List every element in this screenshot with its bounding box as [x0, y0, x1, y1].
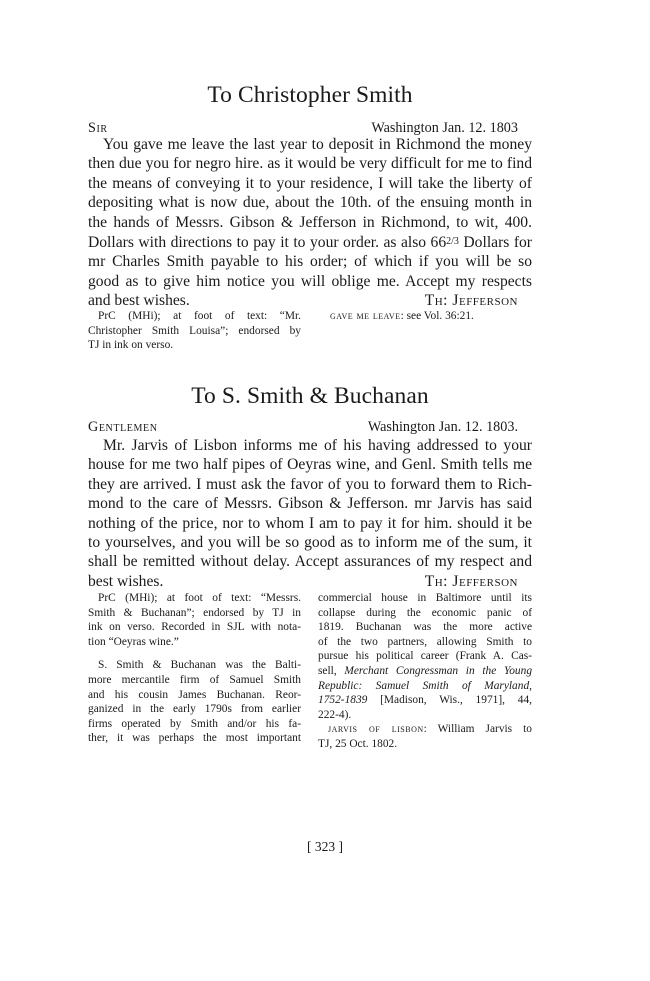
letter2-line: they are arrived. I must ask the favor of you to forward them to Rich- [88, 475, 532, 493]
note-line: ther, it was perhaps the most important [88, 732, 301, 745]
explanatory-note-continued [318, 591, 532, 722]
letter2-signature: Th: Jefferson [424, 572, 518, 590]
letter1-title: To Christopher Smith [207, 82, 413, 108]
citation-publication: [Madison, Wis., 1971], 44, [367, 694, 532, 707]
page-number: [ 323 ] [307, 839, 343, 854]
letter2-line: shall be remitted without delay. Accept assurances of my respect and [88, 553, 532, 571]
letter2-body [88, 436, 532, 591]
note-line: ink on verso. Recorded in SJL with nota- [88, 621, 301, 634]
letter1-line: good as to give him notice you will oblige me. Accept my respects [88, 272, 532, 290]
citation-title: Republic: Samuel Smith of Maryland, [318, 679, 532, 692]
note-line: more mercantile firm of Samuel Smith [88, 673, 301, 686]
letter1-line: the hands of Messrs. Gibson & Jefferson in Richmond, to wit, 400. [88, 213, 532, 231]
letter2-line: Mr. Jarvis of Lisbon informs me of his having addressed to your [103, 437, 532, 454]
letter1-line-fraction-tail: Dollars for [458, 234, 533, 252]
letter1-source-note [88, 309, 301, 353]
letter1-signature: Th: Jefferson [424, 292, 518, 310]
note-line: pursue his political career (Frank A. Cas- [318, 650, 532, 663]
letter2-notes-left [88, 591, 301, 746]
annotation-label: jarvis of lisbon [328, 723, 424, 736]
note-line-citation [318, 664, 532, 679]
note-line: and his cousin James Buchanan. Reor- [88, 688, 301, 701]
note-line: TJ in ink on verso. [88, 339, 174, 352]
letter2-line: mond to the care of Messrs. Gibson & Jefferson. mr Jarvis has said [88, 495, 532, 513]
citation-author: sell, [318, 664, 345, 677]
letter2-line: to yourselves, and you will be so good as to inform me of the sum, it [88, 534, 532, 552]
letter2-closing-text: best wishes. [88, 572, 164, 590]
note-line [318, 722, 532, 737]
note-line: collapse during the economic panic of [318, 606, 532, 619]
note-line: Christopher Smith Louisa”; endorsed by [88, 324, 301, 337]
letter1-closing-text: and best wishes. [88, 292, 190, 310]
note-line: 222-4). [318, 708, 352, 721]
letter1-line: the means of conveying it to your residence, I will take the liberty of [88, 174, 532, 192]
note-line: PrC (MHi); at foot of text: “Messrs. [98, 592, 301, 604]
note-line: Smith & Buchanan”; endorsed by TJ in [88, 606, 301, 619]
note-line: firms operated by Smith and/or his fa- [88, 717, 301, 730]
letter2-line: nothing of the price, nor to whom I am to pay it for him. should it be [88, 514, 532, 532]
letter2-dateline: Washington Jan. 12. 1803. [367, 419, 518, 435]
annotation-jarvis [318, 722, 532, 751]
note-line: tion “Oeyras wine.” [88, 635, 179, 648]
note-line: ganized in the early 1790s from earlier [88, 703, 301, 716]
letter1-body [88, 135, 532, 311]
letter2-notes-right [318, 591, 532, 752]
letter1-annotation [330, 309, 535, 324]
note-line: of the two partners, allowing Smith to [318, 635, 532, 648]
letter2-line: house for me two half pipes of Oeyras wine, and Genl. Smith tells me [88, 456, 532, 474]
letter2-closing-line [88, 572, 532, 591]
note-line: PrC (MHi); at foot of text: “Mr. [98, 310, 301, 322]
citation-title: 1752-1839 [318, 694, 368, 707]
citation-title: Merchant Congressman in the Young [344, 664, 533, 677]
letter2-title: To S. Smith & Buchanan [191, 383, 429, 409]
letter2-salutation: Gentlemen [88, 419, 158, 435]
letter1-line-fraction-text: Dollars with directions to pay it to your order. as also 66 [88, 234, 447, 252]
annotation-text: : William Jarvis to [423, 723, 532, 736]
annotation-text: : see Vol. 36:21. [400, 310, 474, 322]
note-line: commercial house in Baltimore until its [318, 592, 532, 604]
letter1-line: depositing what is now due, about the 10th. of the ensuing month in [88, 194, 532, 212]
note-line-citation [318, 679, 532, 694]
note-line: TJ, 25 Oct. 1802. [318, 737, 398, 750]
annotation-label: gave me leave [330, 310, 401, 322]
letter1-line: mr Charles Smith payable to his order; of which if you will be so [88, 253, 532, 271]
note-line: S. Smith & Buchanan was the Balti- [98, 659, 301, 672]
explanatory-note [88, 658, 301, 746]
letter1-dateline: Washington Jan. 12. 1803 [371, 120, 518, 136]
note-line: 1819. Buchanan was the more active [318, 621, 532, 634]
note-line-citation [318, 693, 532, 708]
letter1-salutation: Sir [88, 120, 108, 136]
letter1-closing-line [88, 291, 532, 310]
letter1-line: You gave me leave the last year to deposit in Richmond the money [103, 136, 532, 153]
letter1-line-fraction [88, 232, 532, 252]
source-note [88, 591, 301, 649]
fraction-two-thirds: 2/3 [446, 236, 459, 248]
letter1-line: then due you for negro hire. as it would be very difficult for me to find [88, 155, 532, 173]
